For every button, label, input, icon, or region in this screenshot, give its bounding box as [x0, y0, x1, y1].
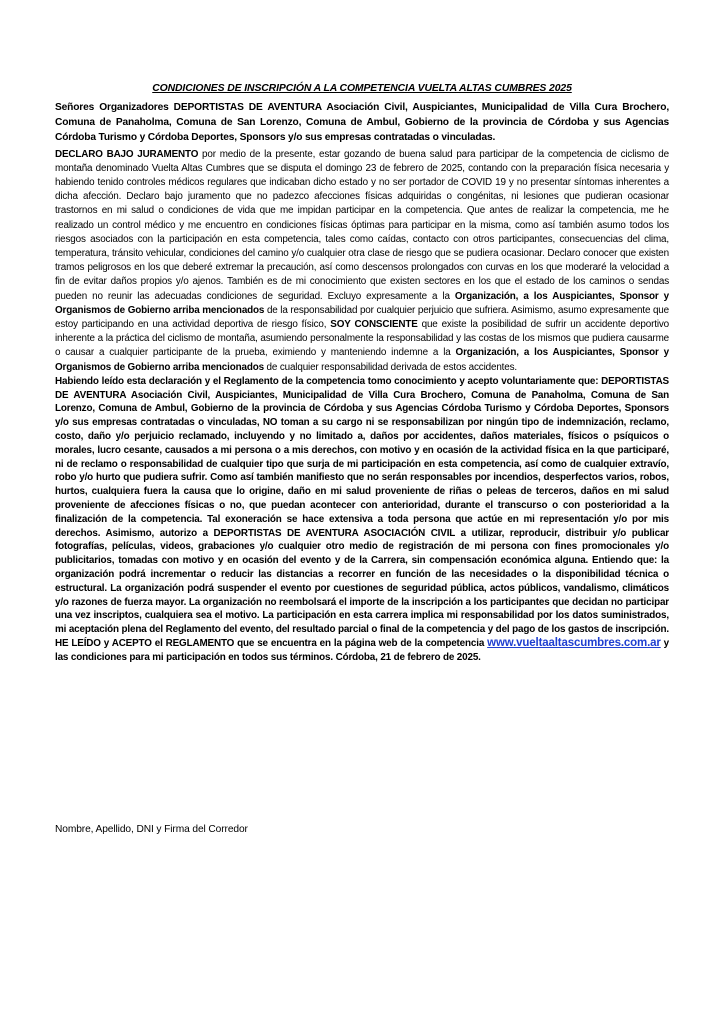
document-body	[55, 82, 669, 667]
document-title: CONDICIONES DE INSCRIPCIÓN A LA COMPETENCIA VUELTA ALTAS CUMBRES 2025	[152, 83, 572, 94]
declaration-bold-1: Organización, a los Auspiciantes, Sponsor y Organismos de Gobierno arriba mencionados	[55, 290, 669, 316]
declaration-text-4: de cualquier responsabilidad derivada de estos accidentes.	[263, 361, 517, 373]
signature-line: Nombre, Apellido, DNI y Firma del Corredor	[55, 824, 248, 835]
declaration-text-2: de la responsabilidad por cualquier perjuicio que sufriera. Asimismo, asumo expresamente que estoy participando en una actividad deportiva de riesgo físico,	[55, 304, 669, 331]
declaration-text-1: por medio de la presente, estar gozando de buena salud para participar de la competencia de ciclismo de montaña denominado Vuelta Altas Cumbres que se disputa el domingo 23 de febrero de 2025, contando con la preparación física necesaria y habiendo tenido controles médicos regulares que indicaban dicho estado y no ser portador de COVID 19 y no presentar síntomas inherentes a dicha afección. Declaro bajo juramento que no padezco afecciones físicas adquiridas o congénitas, ni lesiones que pudieran ocasionar trastornos en mi salud o condiciones de vida que me impidan participar en la competencia. Que antes de realizar la competencia, me he realizado un control médico y me encuentro en condiciones físicas óptimas para participar en la misma, como así también asumo todos los riesgos asociados con la participación en esta competencia, tales como caídas, contacto con otros participantes, consecuencias del clima, temperatura, tránsito vehicular, condiciones del camino y/o cualquier otra clase de riesgo que se pudiera ocasionar. Declaro conocer que existen tramos peligrosos en los que deberé extremar la precaución, así como descensos prolongados con curvas en los que moderaré la velocidad a fin de evitar daños propios y/o ajenos. También es de mi conocimiento que existen sectores en los que el estado de los caminos o sendas pueden no reunir las adecuadas condiciones de seguridad. Excluyo expresamente a la	[55, 148, 669, 302]
acceptance-text-end: y las condiciones para mi participación en todos sus términos. Córdoba, 21 de febrero de 2025.	[55, 638, 670, 663]
acceptance-paragraph	[55, 375, 669, 665]
acceptance-text: Habiendo leído esta declaración y el Reglamento de la competencia tomo conocimiento y acepto voluntariamente que: DEPORTISTAS DE AVENTURA Asociación Civil, Auspiciantes, Municipalidad de Villa Cura Brochero, Comuna de Panaholma, Comuna de San Lorenzo, Comuna de Ambul, Gobierno de la provincia de Córdoba y sus Agencias Córdoba Turismo y Córdoba Deportes, Sponsors y/o sus empresas contratadas o vinculadas, NO toman a su cargo ni se responsabilizan por ningún tipo de indemnización, reclamo, costo, daño y/o perjuicio reclamado, incluyendo y no limitado a, daños por accidentes, daños materiales, físicos o psíquicos o morales, lucro cesante, causados a mi persona o a mis derechos, con motivo y en ocasión de la actividad física en la que participaré, ni de reclamo o responsabilidad de cualquier tipo que surja de mi participación en esta competencia, así como de cualquier extravío, robo y/o hurto que pudiera sufrir. Como así también manifiesto que no serán responsables por incendios, desperfectos varios, robos, hurtos, cualquiera fuera la causa que lo origine, daño en mi salud proveniente de riñas o peleas de terceros, daños en mi salud proveniente de afecciones físicas o no, que puedan acontecer con anterioridad, durante el transcurso o con posterioridad a la finalización de la competencia. Tal exoneración se hace extensiva a toda persona que actúe en mi representación y/o por mis derechos. Asimismo, autorizo a DEPORTISTAS DE AVENTURA ASOCIACIÓN CIVIL a utilizar, reproducir, distribuir y/o publicar fotografías, películas, videos, grabaciones y/o cualquier otro medio de registración de mi persona con fines promocionales y/o publicitarios, tomadas con motivo y en ocasión del evento y de la Carrera, sin compensación económica alguna. Entiendo que: la organización podrá incrementar o reducir las distancias a recorrer en función de las necesidades o la disponibilidad técnica o estructural. La organización podrá suspender el evento por cuestiones de seguridad pública, actos públicos, vandalismo, climáticos y/o razones de fuerza mayor. La organización no reembolsará el importe de la inscripción a los participantes que decidan no participar una vez inscriptos, cualquiera sea el motivo. La participación en esta carrera implica mi responsabilidad por los datos suministrados, mi aceptación plena del Reglamento del evento, del resultado parcial o final de la competencia y del pago de los gastos de inscripción. HE LEÍDO y ACEPTO el REGLAMENTO que se encuentra en la página web de la competencia	[55, 375, 669, 649]
declaration-text-3: que existe la posibilidad de sufrir un accidente deportivo inherente a la práctica del ciclismo de montaña, asumiendo personalmente la responsabilidad y las costas de los mismos que pudiera causarme o causar a cualquier participante de la prueba, eximiendo y manteniendo indemne a la	[55, 319, 670, 359]
declaration-lead: DECLARO BAJO JURAMENTO	[55, 148, 199, 160]
declaration-bold-2: SOY CONSCIENTE	[330, 319, 418, 331]
declaration-paragraph	[55, 148, 669, 375]
declaration-bold-3: Organización, a los Auspiciantes, Sponsor y Organismos de Gobierno arriba mencionados	[55, 347, 669, 373]
competition-website-link[interactable]: www.vueltaaltascumbres.com.ar	[487, 637, 661, 649]
addressees-paragraph: Señores Organizadores DEPORTISTAS DE AVENTURA Asociación Civil, Auspiciantes, Municipalidad de Villa Cura Brochero, Comuna de Panaholma, Comuna de San Lorenzo, Comuna de Ambul, Gobierno de la provincia de Córdoba y sus Agencias Córdoba Turismo y Córdoba Deportes, Sponsors y/o sus empresas contratadas o vinculadas.	[55, 102, 669, 144]
